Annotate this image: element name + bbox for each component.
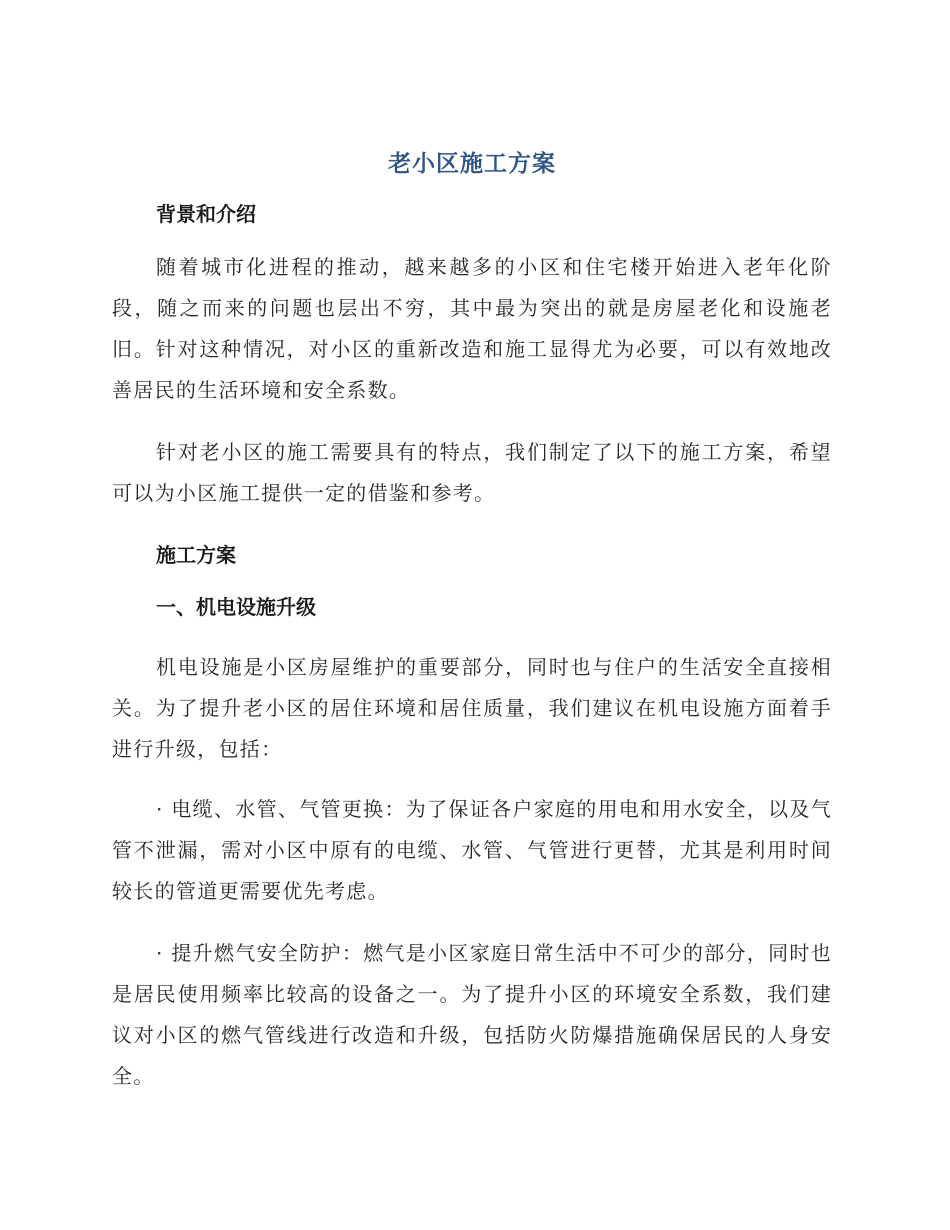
section-heading-background: 背景和介绍: [156, 202, 256, 226]
paragraph-purpose: 针对老小区的施工需要具有的特点，我们制定了以下的施工方案，希望可以为小区施工提供一定的借鉴和参考。: [112, 440, 832, 505]
bullet-item-gas-safety: · 提升燃气安全防护：燃气是小区家庭日常生活中不可少的部分，同时也是居民使用频率比较高的设备之一。为了提升小区的环境安全系数，我们建议对小区的燃气管线进行改造和升级，包括防火防爆措施确保居民的人身安全。: [112, 941, 832, 1088]
bullet-item-pipes: · 电缆、水管、气管更换：为了保证各户家庭的用电和用水安全，以及气管不泄漏，需对小区中原有的电缆、水管、气管进行更替，尤其是利用时间较长的管道更需要优先考虑。: [112, 797, 832, 903]
section-heading-mechanical: 一、机电设施升级: [156, 595, 316, 619]
document-title: 老小区施工方案: [388, 151, 556, 177]
document-body: [112, 148, 832, 1097]
section-heading-plan: 施工方案: [156, 543, 236, 567]
paragraph-mechanical: 机电设施是小区房屋维护的重要部分，同时也与住户的生活安全直接相关。为了提升老小区的居住环境和居住质量，我们建议在机电设施方面着手进行升级，包括：: [112, 655, 832, 761]
paragraph-intro: 随着城市化进程的推动，越来越多的小区和住宅楼开始进入老年化阶段，随之而来的问题也层出不穷，其中最为突出的就是房屋老化和设施老旧。针对这种情况，对小区的重新改造和施工显得尤为必要，可以有效地改善居民的生活环境和安全系数。: [112, 255, 832, 402]
